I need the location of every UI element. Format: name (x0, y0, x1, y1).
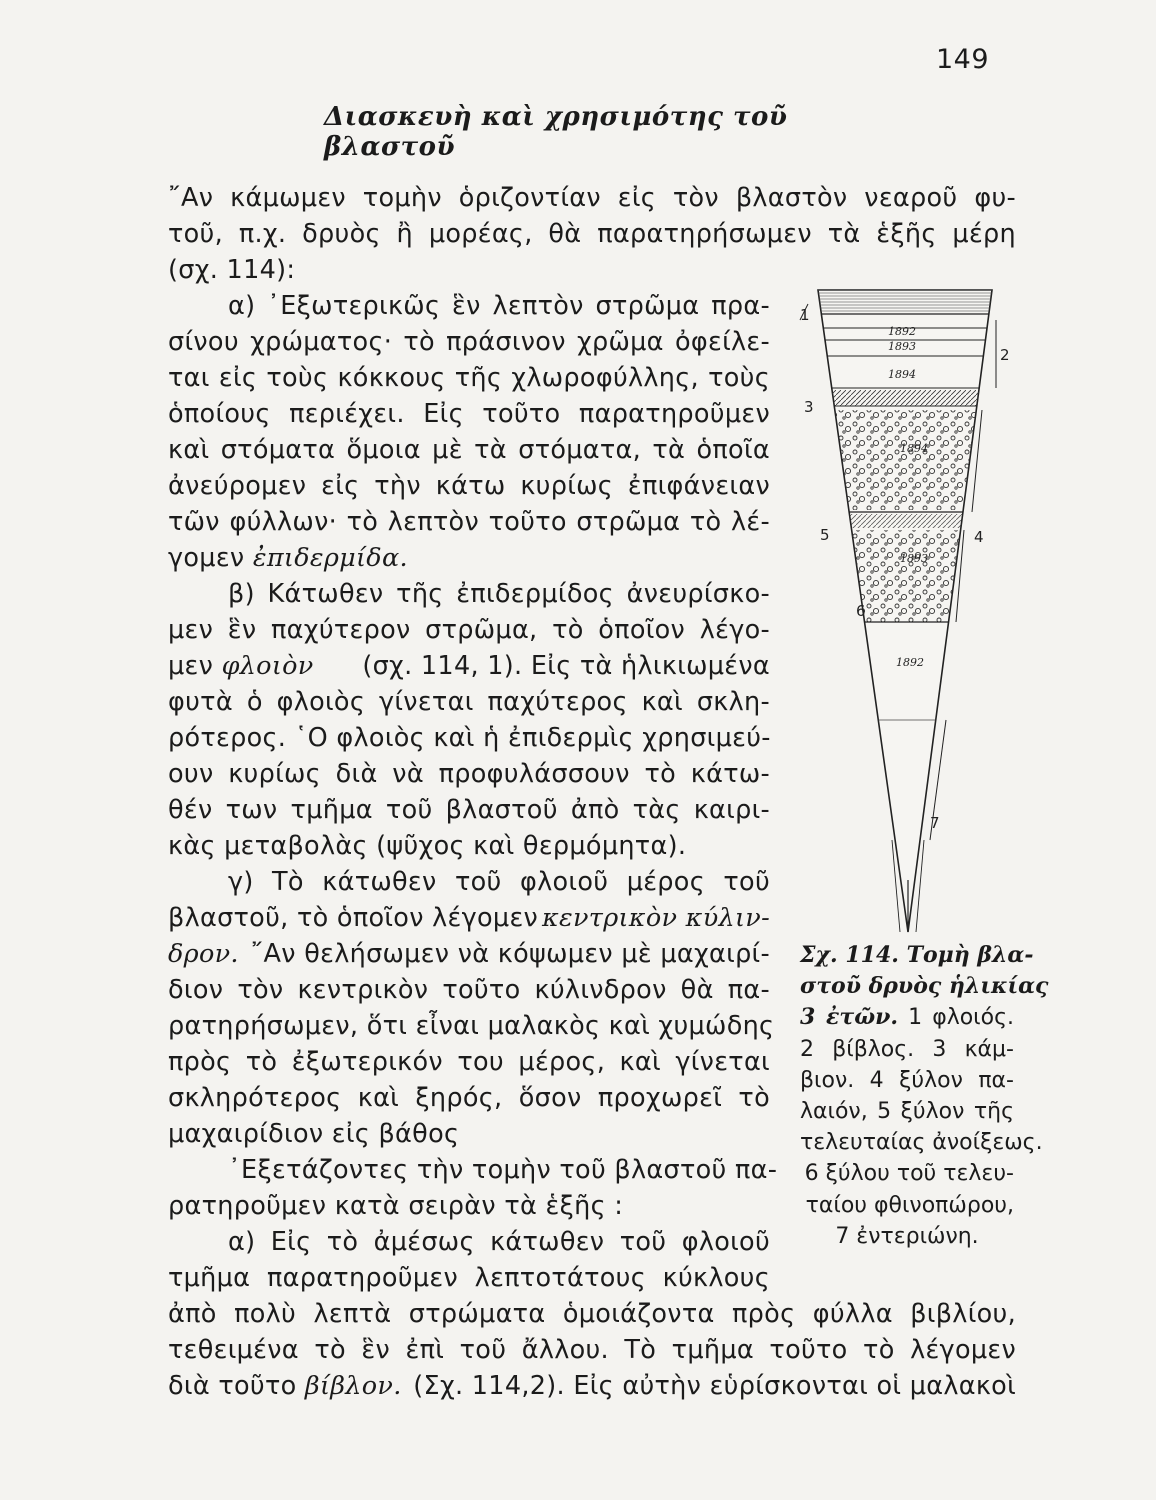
caption-line: τελευταίας ἀνοίξεως. (800, 1130, 1043, 1156)
caption-line: 6 ξύλου τοῦ τελευ- (804, 1161, 1014, 1187)
text-line: διον τὸν κεντρικὸν τοῦτο κύλινδρον θὰ πα- (168, 975, 770, 1005)
text-line: σίνου χρώματος· τὸ πράσινον χρῶμα ὀφείλε- (168, 327, 770, 357)
text-line: σκληρότερος καὶ ξηρός, ὅσον προχωρεῖ τὸ (168, 1083, 770, 1113)
text-line: ρατηροῦμεν κατὰ σειρὰν τὰ ἑξῆς : (168, 1191, 624, 1221)
caption-line: λαιόν, 5 ξύλον τῆς (800, 1098, 1014, 1124)
bark-layer (796, 290, 1016, 314)
part-number: 5 (820, 526, 830, 544)
text-fragment: (Σχ. 114,2). Εἰς αὐτὴν εὑρίσκονται οἱ μαλακοὶ (413, 1371, 1016, 1401)
caption-line (800, 1002, 1014, 1033)
caption-title: στοῦ δρυὸς ἡλικίας (800, 973, 1049, 1000)
year-label: 1893 (900, 552, 928, 565)
text-line: ᾿Εξετάζοντες τὴν τομὴν τοῦ βλαστοῦ πα- (228, 1155, 778, 1185)
text-line: α) Εἰς τὸ ἀμέσως κάτωθεν τοῦ φλοιοῦ (228, 1227, 770, 1257)
caption-line: 7 ἐντεριώνη. (835, 1223, 979, 1249)
text-line: μεν ἓν παχύτερον στρῶμα, τὸ ὁποῖον λέγο- (168, 615, 770, 645)
caption-title: 3 ἐτῶν. (800, 1004, 899, 1031)
section-title: Διασκευὴ καὶ χρησιμότης τοῦ βλαστοῦ (324, 102, 788, 162)
text-fragment: μεν (168, 651, 214, 681)
year-label: 1893 (888, 340, 916, 353)
text-line: ὁποίους περιέχει. Εἰς τοῦτο παρατηροῦμεν (168, 399, 770, 429)
text-fragment: ῎Αν θελήσωμεν νὰ κόψωμεν μὲ μαχαιρί- (250, 939, 770, 969)
text-line (168, 540, 770, 576)
text-line: θέν των τμῆμα τοῦ βλαστοῦ ἀπὸ τὰς καιρι- (168, 795, 770, 825)
text-line: τμῆμα παρατηροῦμεν λεπτοτάτους κύκλους (168, 1263, 770, 1293)
text-line: τῶν φύλλων· τὸ λεπτὸν τοῦτο στρῶμα τὸ λέ- (168, 507, 770, 537)
stem-section-figure (796, 280, 1016, 940)
part-number: 2 (1000, 346, 1010, 364)
text-line: τεθειμένα τὸ ἓν ἐπὶ τοῦ ἄλλου. Τὸ τμῆμα τοῦτο τὸ λέγομεν (168, 1335, 1016, 1365)
part-number: 6 (856, 602, 866, 620)
text-line: γ) Τὸ κάτωθεν τοῦ φλοιοῦ μέρος τοῦ (228, 867, 770, 897)
text-fragment: γομεν (168, 543, 245, 573)
text-fragment: βλαστοῦ, τὸ ὁποῖον λέγομεν (168, 903, 539, 933)
text-fragment: διὰ τοῦτο (168, 1371, 297, 1401)
part-number: 3 (804, 398, 814, 416)
cambium-layer (796, 390, 1016, 406)
part-number: 4 (974, 528, 984, 546)
caption-text: 1 φλοιός. (908, 1005, 1014, 1031)
text-line: πρὸς τὸ ἐξωτερικόν του μέρος, καὶ γίνεται (168, 1047, 770, 1077)
page-number: 149 (936, 44, 990, 75)
year-label: 1892 (896, 656, 924, 669)
text-line: ουν κυρίως διὰ νὰ προφυλάσσουν τὸ κάτω- (168, 759, 770, 789)
text-line: ται εἰς τοὺς κόκκους τῆς χλωροφύλλης, τοὺς (168, 363, 770, 393)
text-line: ῎Αν κάμωμεν τομὴν ὁριζοντίαν εἰς τὸν βλαστὸν νεαροῦ φυ- (168, 183, 1016, 213)
text-line: μαχαιρίδιον εἰς βάθος (168, 1119, 460, 1149)
text-line (168, 936, 770, 972)
text-line: καὶ στόματα ὅμοια μὲ τὰ στόματα, τὰ ὁποῖα (168, 435, 770, 465)
text-line: ρατηρήσωμεν, ὅτι εἶναι μαλακὸς καὶ χυμώδης (168, 1011, 775, 1041)
text-line (168, 1368, 1016, 1404)
text-line: ρότερος. ῾Ο φλοιὸς καὶ ἡ ἐπιδερμὶς χρησιμεύ- (168, 723, 771, 753)
year-label: 1892 (888, 325, 916, 338)
text-line (168, 900, 770, 936)
caption-line: 2 βίβλος. 3 κάμ- (800, 1036, 1014, 1062)
year-label: 1894 (900, 442, 928, 455)
figure-caption (800, 940, 1049, 1252)
caption-line: βιον. 4 ξύλον πα- (800, 1067, 1014, 1093)
text-line: ἀπὸ πολὺ λεπτὰ στρώματα ὁμοιάζοντα πρὸς φύλλα βιβλίου, (168, 1299, 1016, 1329)
text-line: φυτὰ ὁ φλοιὸς γίνεται παχύτερος καὶ σκλη- (168, 687, 770, 717)
term-floios: φλοιὸν (221, 651, 314, 681)
term-vivlon: βίβλον. (304, 1371, 402, 1401)
text-line: τοῦ, π.χ. δρυὸς ἢ μορέας, θὰ παρατηρήσωμεν τὰ ἑξῆς μέρη (168, 219, 1016, 249)
term-dron: δρον. (168, 939, 239, 969)
text-line: κὰς μεταβολὰς (ψῦχος καὶ θερμόμητα). (168, 831, 687, 861)
text-line: β) Κάτωθεν τῆς ἐπιδερμίδος ἀνευρίσκο- (228, 579, 770, 609)
caption-line: ταίου φθινοπώρου, (805, 1192, 1014, 1218)
part-number: 7 (930, 814, 940, 832)
text-fragment: (σχ. 114, 1). Εἰς τὰ ἡλικιωμένα (362, 651, 770, 681)
stem-section-diagram (796, 280, 1016, 940)
text-line: (σχ. 114): (168, 255, 296, 285)
wood-layer-1894 (796, 410, 1016, 510)
text-line (168, 648, 770, 684)
term-kentrikon: κεντρικὸν κύλιν- (542, 903, 770, 933)
text-line: ἀνεύρομεν εἰς τὴν κάτω κυρίως ἐπιφάνειαν (168, 471, 770, 501)
year-label: 1894 (888, 368, 916, 381)
caption-title: Σχ. 114. Τομὴ βλα- (800, 942, 1034, 968)
term-epidermis: ἐπιδερμίδα. (252, 543, 408, 573)
text-line: α) ᾿Εξωτερικῶς ἓν λεπτὸν στρῶμα πρα- (228, 291, 770, 321)
part-number: 1 (800, 306, 810, 324)
